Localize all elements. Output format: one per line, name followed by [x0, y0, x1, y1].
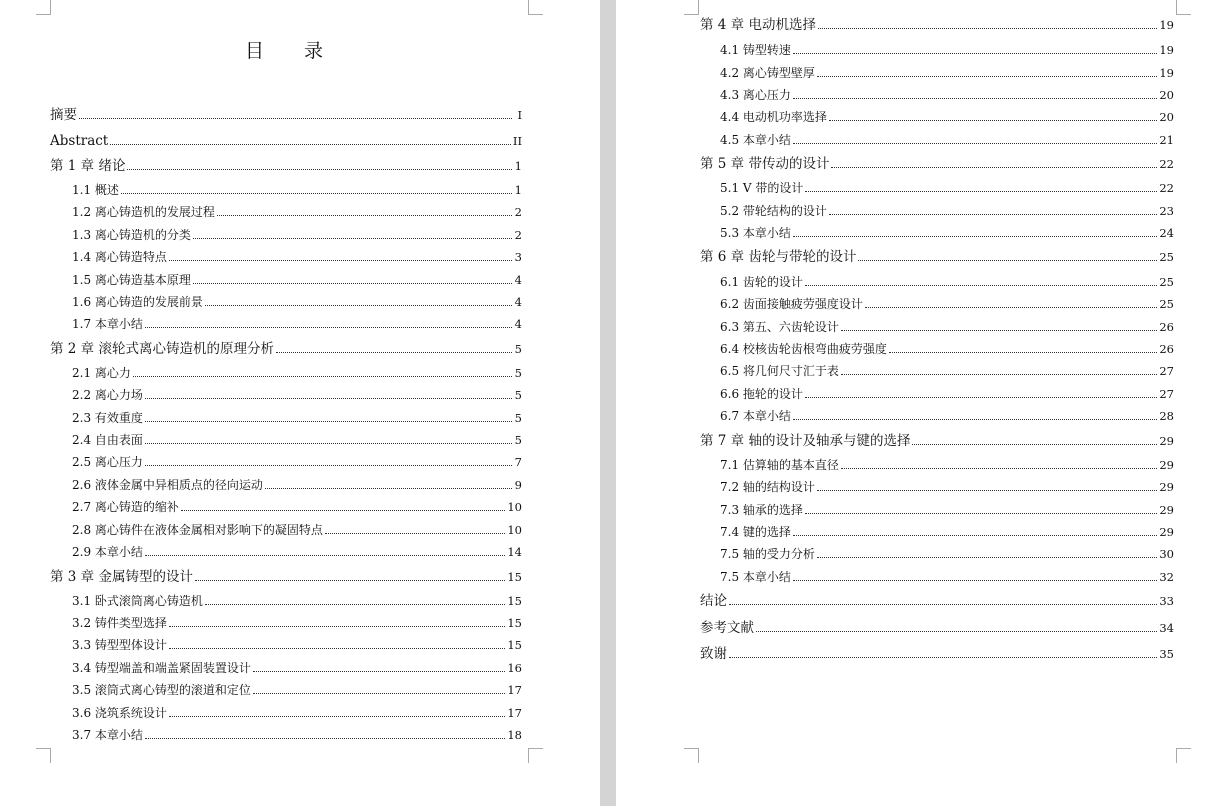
- toc-entry-label: 2.3 有效重度: [72, 411, 143, 425]
- toc-dot-leader: [205, 305, 512, 306]
- toc-entry-label: 3.6 浇筑系统设计: [72, 706, 167, 720]
- toc-dot-leader: [79, 118, 512, 119]
- toc-dot-leader: [805, 397, 1157, 398]
- toc-entry[interactable]: [72, 290, 522, 310]
- toc-entry[interactable]: [50, 103, 522, 123]
- toc-entry[interactable]: [72, 540, 522, 560]
- toc-entry-page-number: 20: [1159, 110, 1174, 124]
- toc-entry[interactable]: [72, 428, 522, 448]
- toc-dot-leader: [145, 421, 512, 422]
- toc-entry[interactable]: [72, 723, 522, 743]
- toc-dot-leader: [169, 716, 505, 717]
- toc-dot-leader: [793, 53, 1157, 54]
- toc-dot-leader: [793, 98, 1157, 99]
- toc-dot-leader: [805, 191, 1157, 192]
- toc-entry[interactable]: [720, 176, 1174, 196]
- toc-entry[interactable]: [72, 361, 522, 381]
- toc-entry-label: 6.7 本章小结: [720, 409, 791, 423]
- toc-dot-leader: [195, 580, 505, 581]
- toc-entry-label: 7.1 估算轴的基本直径: [720, 458, 839, 472]
- toc-dot-leader: [121, 193, 512, 194]
- toc-entry[interactable]: [700, 642, 1174, 662]
- toc-entry-label: 第 1 章 绪论: [50, 158, 126, 174]
- toc-entry-page-number: 32: [1159, 570, 1174, 584]
- toc-entry-label: 1.1 概述: [72, 183, 119, 197]
- toc-entry-page-number: II: [512, 134, 522, 148]
- toc-entry-page-number: 15: [507, 638, 522, 652]
- toc-entry-page-number: 5: [514, 433, 522, 447]
- toc-dot-leader: [793, 535, 1157, 536]
- toc-entry[interactable]: [72, 312, 522, 332]
- toc-entry-page-number: 29: [1159, 480, 1174, 494]
- toc-entry[interactable]: [720, 359, 1174, 379]
- left-page-corner-top-right: [528, 0, 543, 15]
- toc-dot-leader: [793, 580, 1157, 581]
- toc-entry-page-number: 9: [514, 478, 522, 492]
- toc-dot-leader: [133, 376, 512, 377]
- toc-entry[interactable]: [72, 611, 522, 631]
- page-gutter: [600, 0, 616, 806]
- toc-entry-page-number: 3: [514, 250, 522, 264]
- toc-entry-page-number: 29: [1159, 434, 1174, 448]
- toc-entry[interactable]: [720, 199, 1174, 219]
- toc-dot-leader: [817, 76, 1157, 77]
- right-page-corner-bottom-left: [684, 748, 699, 763]
- toc-entry[interactable]: [50, 337, 522, 357]
- toc-dot-leader: [858, 260, 1157, 261]
- toc-entry-page-number: 25: [1159, 250, 1174, 264]
- toc-entry[interactable]: [72, 245, 522, 265]
- toc-entry[interactable]: [72, 383, 522, 403]
- toc-entry[interactable]: [720, 337, 1174, 357]
- toc-entry-label: 摘要: [50, 107, 77, 123]
- toc-entry-page-number: 17: [507, 706, 522, 720]
- toc-entry-label: 7.5 轴的受力分析: [720, 547, 815, 561]
- toc-dot-leader: [829, 214, 1157, 215]
- toc-entry-label: 2.4 自由表面: [72, 433, 143, 447]
- toc-entry[interactable]: [72, 678, 522, 698]
- toc-entry-page-number: 7: [514, 455, 522, 469]
- toc-entry[interactable]: [720, 542, 1174, 562]
- toc-entry-label: 7.4 键的选择: [720, 525, 791, 539]
- toc-entry-label: 2.5 离心压力: [72, 455, 143, 469]
- toc-entry[interactable]: [72, 589, 522, 609]
- toc-dot-leader: [793, 143, 1157, 144]
- toc-entry[interactable]: [700, 616, 1174, 636]
- toc-dot-leader: [818, 28, 1157, 29]
- toc-entry-label: 1.4 离心铸造特点: [72, 250, 167, 264]
- toc-entry-page-number: 5: [514, 411, 522, 425]
- toc-dot-leader: [169, 626, 505, 627]
- toc-entry-label: 4.4 电动机功率选择: [720, 110, 827, 124]
- toc-entry-page-number: 16: [507, 661, 522, 675]
- toc-entry[interactable]: [72, 223, 522, 243]
- toc-entry-page-number: 4: [514, 273, 522, 287]
- toc-entry-page-number: 14: [507, 545, 522, 559]
- toc-entry-label: 3.7 本章小结: [72, 728, 143, 742]
- toc-entry-label: 6.2 齿面接触疲劳强度设计: [720, 297, 863, 311]
- toc-entry-label: 3.4 铸型端盖和端盖紧固装置设计: [72, 661, 251, 675]
- toc-entry-label: 1.3 离心铸造机的分类: [72, 228, 191, 242]
- toc-entry-page-number: 1: [514, 183, 522, 197]
- toc-dot-leader: [805, 285, 1157, 286]
- toc-entry-page-number: 1: [514, 159, 522, 173]
- toc-entry-page-number: 10: [507, 523, 522, 537]
- toc-entry-page-number: 18: [507, 728, 522, 742]
- toc-dot-leader: [729, 657, 1157, 658]
- toc-entry-label: 4.5 本章小结: [720, 133, 791, 147]
- toc-entry-label: 4.1 铸型转速: [720, 43, 791, 57]
- toc-entry-page-number: I: [517, 108, 522, 122]
- toc-entry-label: 2.1 离心力: [72, 366, 131, 380]
- toc-entry-page-number: 25: [1159, 297, 1174, 311]
- toc-entry-label: 6.4 校核齿轮齿根弯曲疲劳强度: [720, 342, 887, 356]
- toc-entry-label: 第 3 章 金属铸型的设计: [50, 569, 193, 585]
- toc-dot-leader: [145, 327, 512, 328]
- toc-dot-leader: [841, 374, 1157, 375]
- toc-entry-label: 6.3 第五、六齿轮设计: [720, 320, 839, 334]
- toc-entry[interactable]: [72, 633, 522, 653]
- toc-dot-leader: [253, 671, 505, 672]
- toc-entry-label: 7.3 轴承的选择: [720, 503, 803, 517]
- toc-entry[interactable]: [72, 518, 522, 538]
- toc-entry-page-number: 35: [1159, 647, 1174, 661]
- toc-dot-leader: [756, 631, 1157, 632]
- toc-dot-leader: [793, 419, 1157, 420]
- toc-entry[interactable]: [720, 565, 1174, 585]
- toc-entry[interactable]: [700, 245, 1174, 265]
- toc-entry-page-number: 4: [514, 295, 522, 309]
- toc-entry-page-number: 15: [507, 616, 522, 630]
- toc-entry[interactable]: [720, 315, 1174, 335]
- toc-dot-leader: [805, 513, 1157, 514]
- toc-dot-leader: [912, 444, 1157, 445]
- toc-dot-leader: [169, 648, 505, 649]
- toc-entry[interactable]: [720, 270, 1174, 290]
- toc-dot-leader: [817, 490, 1157, 491]
- toc-entry-page-number: 5: [514, 366, 522, 380]
- toc-entry-page-number: 26: [1159, 342, 1174, 356]
- toc-entry-page-number: 29: [1159, 525, 1174, 539]
- toc-entry-page-number: 19: [1159, 18, 1174, 32]
- toc-entry-label: 7.2 轴的结构设计: [720, 480, 815, 494]
- toc-entry-page-number: 30: [1159, 547, 1174, 561]
- toc-entry-label: 5.1 V 带的设计: [720, 181, 804, 195]
- toc-entry-label: 2.2 离心力场: [72, 388, 143, 402]
- toc-entry-label: 第 4 章 电动机选择: [700, 17, 816, 33]
- toc-dot-leader: [831, 167, 1157, 168]
- toc-entry-label: 7.5 本章小结: [720, 570, 791, 584]
- toc-entry-page-number: 27: [1159, 387, 1174, 401]
- right-page-corner-top-right: [1176, 0, 1191, 15]
- toc-entry-label: 3.2 铸件类型选择: [72, 616, 167, 630]
- toc-entry[interactable]: [72, 701, 522, 721]
- left-page-corner-bottom-left: [36, 748, 51, 763]
- toc-entry-page-number: 24: [1159, 226, 1174, 240]
- toc-entry[interactable]: [720, 404, 1174, 424]
- toc-entry[interactable]: [720, 105, 1174, 125]
- toc-dot-leader: [276, 352, 512, 353]
- toc-entry-label: 2.6 液体金属中异相质点的径向运动: [72, 478, 263, 492]
- toc-entry[interactable]: [700, 13, 1174, 33]
- toc-entry-label: 第 6 章 齿轮与带轮的设计: [700, 249, 857, 265]
- toc-entry-page-number: 4: [514, 317, 522, 331]
- toc-dot-leader: [865, 307, 1157, 308]
- toc-entry-page-number: 26: [1159, 320, 1174, 334]
- toc-dot-leader: [169, 260, 512, 261]
- toc-entry[interactable]: [720, 498, 1174, 518]
- toc-entry[interactable]: [720, 61, 1174, 81]
- toc-entry-page-number: 20: [1159, 88, 1174, 102]
- toc-entry-page-number: 17: [507, 683, 522, 697]
- right-page-corner-top-left: [684, 0, 699, 15]
- toc-entry[interactable]: [72, 495, 522, 515]
- toc-entry-page-number: 33: [1159, 594, 1174, 608]
- toc-entry[interactable]: [50, 565, 522, 585]
- toc-entry-page-number: 10: [507, 500, 522, 514]
- toc-entry-label: 5.3 本章小结: [720, 226, 791, 240]
- left-page-corner-top-left: [36, 0, 51, 15]
- toc-entry-label: 第 7 章 轴的设计及轴承与键的选择: [700, 433, 911, 449]
- toc-entry-label: Abstract: [50, 133, 109, 149]
- toc-entry[interactable]: [720, 292, 1174, 312]
- toc-dot-leader: [145, 555, 505, 556]
- toc-entry-page-number: 23: [1159, 204, 1174, 218]
- toc-entry[interactable]: [720, 475, 1174, 495]
- toc-dot-leader: [729, 604, 1157, 605]
- toc-entry-label: 致谢: [700, 646, 727, 662]
- toc-entry[interactable]: [72, 450, 522, 470]
- toc-entry-page-number: 34: [1159, 621, 1174, 635]
- toc-dot-leader: [841, 330, 1157, 331]
- toc-entry-page-number: 28: [1159, 409, 1174, 423]
- toc-entry[interactable]: [720, 453, 1174, 473]
- toc-dot-leader: [193, 283, 512, 284]
- toc-entry-page-number: 25: [1159, 275, 1174, 289]
- toc-entry[interactable]: [700, 589, 1174, 609]
- toc-entry[interactable]: [700, 152, 1174, 172]
- toc-entry-page-number: 19: [1159, 66, 1174, 80]
- toc-entry-label: 1.5 离心铸造基本原理: [72, 273, 191, 287]
- toc-entry-page-number: 22: [1159, 157, 1174, 171]
- toc-dot-leader: [253, 693, 505, 694]
- toc-entry-label: 5.2 带轮结构的设计: [720, 204, 827, 218]
- toc-entry[interactable]: [72, 200, 522, 220]
- toc-entry-page-number: 19: [1159, 43, 1174, 57]
- toc-entry-page-number: 29: [1159, 458, 1174, 472]
- toc-entry-label: 2.9 本章小结: [72, 545, 143, 559]
- toc-entry-page-number: 21: [1159, 133, 1174, 147]
- toc-entry-label: 6.1 齿轮的设计: [720, 275, 803, 289]
- toc-entry-label: 2.8 离心铸件在液体金属相对影响下的凝固特点: [72, 523, 323, 537]
- toc-entry-label: 1.7 本章小结: [72, 317, 143, 331]
- toc-entry-page-number: 5: [514, 342, 522, 356]
- toc-entry-label: 结论: [700, 593, 727, 609]
- toc-entry-label: 4.3 离心压力: [720, 88, 791, 102]
- toc-dot-leader: [265, 488, 512, 489]
- toc-entry-page-number: 29: [1159, 503, 1174, 517]
- toc-entry-page-number: 2: [514, 205, 522, 219]
- toc-entry-label: 3.5 滚筒式离心铸型的滚道和定位: [72, 683, 251, 697]
- toc-dot-leader: [145, 398, 512, 399]
- toc-entry-page-number: 27: [1159, 364, 1174, 378]
- toc-entry[interactable]: [700, 429, 1174, 449]
- toc-dot-leader: [193, 238, 512, 239]
- toc-entry-page-number: 5: [514, 388, 522, 402]
- toc-entry-label: 第 2 章 滚轮式离心铸造机的原理分析: [50, 341, 274, 357]
- toc-title-char-1: 目: [245, 40, 265, 62]
- toc-title-char-2: 录: [304, 40, 324, 62]
- toc-entry-label: 第 5 章 带传动的设计: [700, 156, 830, 172]
- toc-entry[interactable]: [72, 656, 522, 676]
- toc-entry-label: 3.1 卧式滚筒离心铸造机: [72, 594, 203, 608]
- toc-entry[interactable]: [720, 520, 1174, 540]
- toc-entry-page-number: 22: [1159, 181, 1174, 195]
- toc-dot-leader: [817, 557, 1157, 558]
- toc-entry[interactable]: [720, 83, 1174, 103]
- toc-entry-label: 6.5 将几何尺寸汇于表: [720, 364, 839, 378]
- toc-entry-label: 6.6 拖轮的设计: [720, 387, 803, 401]
- toc-entry-label: 1.6 离心铸造的发展前景: [72, 295, 203, 309]
- toc-dot-leader: [325, 533, 505, 534]
- toc-dot-leader: [145, 738, 505, 739]
- toc-entry[interactable]: [720, 382, 1174, 402]
- left-page-corner-bottom-right: [528, 748, 543, 763]
- toc-dot-leader: [889, 352, 1157, 353]
- toc-dot-leader: [145, 465, 512, 466]
- toc-entry[interactable]: [72, 473, 522, 493]
- toc-entry[interactable]: [50, 154, 522, 174]
- toc-entry-label: 2.7 离心铸造的缩补: [72, 500, 179, 514]
- toc-entry-label: 4.2 离心铸型壁厚: [720, 66, 815, 80]
- toc-dot-leader: [829, 120, 1157, 121]
- toc-entry-label: 参考文献: [700, 620, 754, 636]
- toc-entry-page-number: 15: [507, 570, 522, 584]
- toc-dot-leader: [127, 169, 512, 170]
- toc-entry[interactable]: [72, 406, 522, 426]
- right-page-corner-bottom-right: [1176, 748, 1191, 763]
- toc-entry[interactable]: [72, 178, 522, 198]
- toc-entry[interactable]: [720, 128, 1174, 148]
- toc-dot-leader: [841, 468, 1157, 469]
- toc-entry[interactable]: [720, 221, 1174, 241]
- toc-dot-leader: [217, 215, 512, 216]
- toc-entry[interactable]: [720, 38, 1174, 58]
- toc-entry[interactable]: [50, 129, 522, 149]
- toc-dot-leader: [110, 144, 511, 145]
- toc-entry-label: 1.2 离心铸造机的发展过程: [72, 205, 215, 219]
- toc-dot-leader: [145, 443, 512, 444]
- toc-entry-label: 3.3 铸型型体设计: [72, 638, 167, 652]
- toc-title: [245, 36, 323, 63]
- toc-entry[interactable]: [72, 268, 522, 288]
- toc-dot-leader: [793, 236, 1157, 237]
- toc-dot-leader: [205, 604, 505, 605]
- toc-dot-leader: [181, 510, 505, 511]
- toc-entry-page-number: 15: [507, 594, 522, 608]
- toc-entry-page-number: 2: [514, 228, 522, 242]
